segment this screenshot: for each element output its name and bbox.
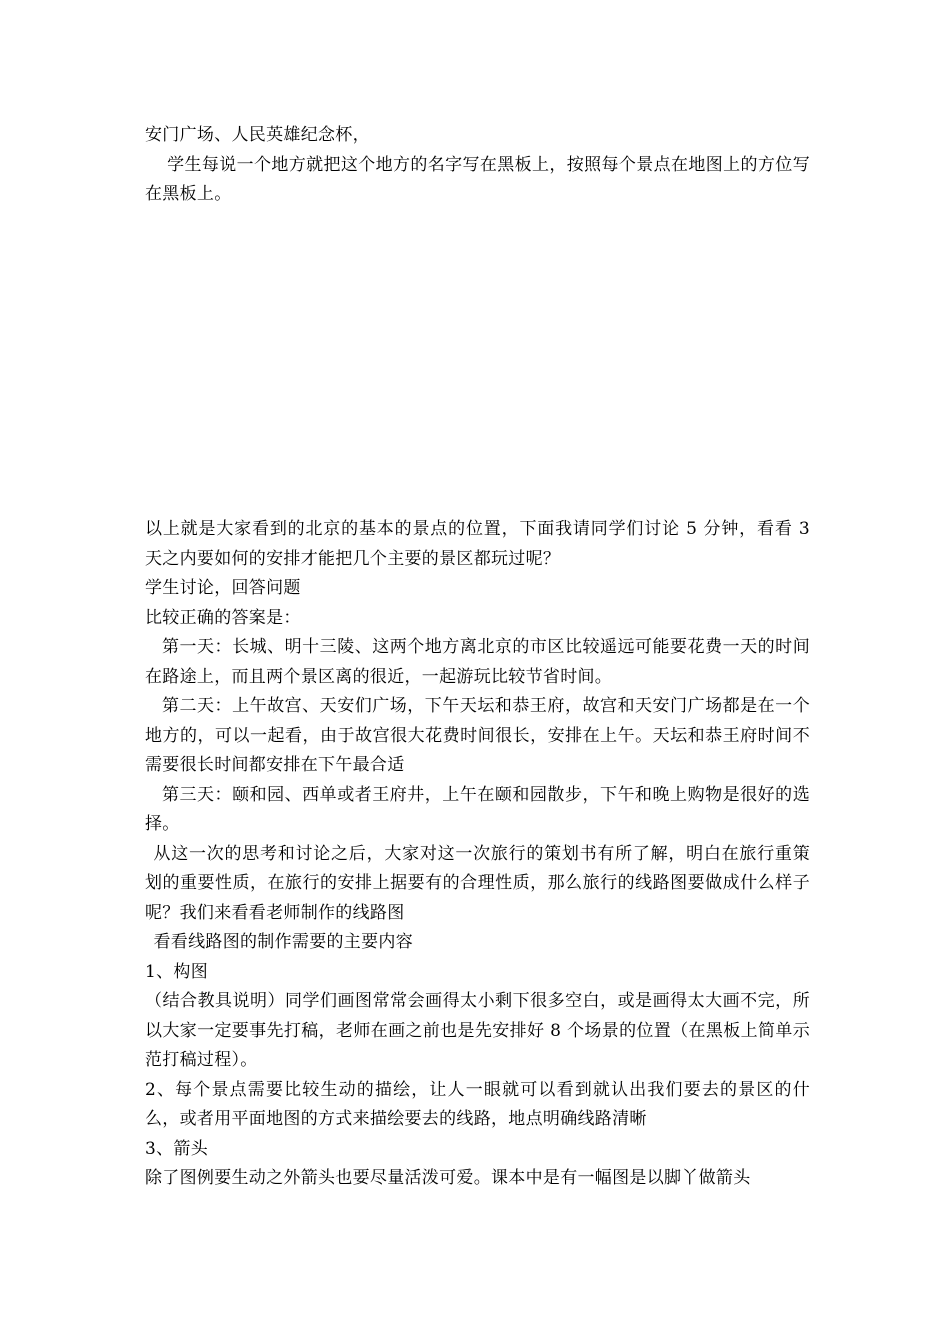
- paragraph-arrows-detail: 除了图例要生动之外箭头也要尽量活泼可爱。课本中是有一幅图是以脚丫做箭头: [145, 1168, 751, 1188]
- top-text-block: [145, 121, 810, 210]
- paragraph-day-three: 第三天：颐和园、西单或者王府井，上午在颐和园散步，下午和晚上购物是很好的选择。: [145, 784, 810, 834]
- paragraph-day-one: 第一天：长城、明十三陵、这两个地方离北京的市区比较遥远可能要花费一天的时间在路途上，而且两个景区离的很近，一起游玩比较节省时间。: [145, 637, 810, 687]
- heading-arrows: 3、箭头: [145, 1138, 209, 1159]
- paragraph-day-two: 第二天：上午故宫、天安们广场，下午天坛和恭王府，故宫和天安门广场都是在一个地方的，可以一起看，由于故宫很大花费时间很长，安排在上午。天坛和恭王府时间不需要很长时间都安排在下午最合适: [145, 696, 810, 775]
- paragraph-answer-intro: 比较正确的答案是：: [145, 607, 301, 628]
- heading-composition: 1、构图: [145, 961, 209, 982]
- main-text-block: [145, 515, 810, 1194]
- paragraph-route-map-contents: 看看线路图的制作需要的主要内容: [153, 932, 413, 952]
- paragraph-scenic-depiction: 2、每个景点需要比较生动的描绘，让人一眼就可以看到就认出我们要去的景区的什么，或者用平面地图的方式来描绘要去的线路，地点明确线路清晰: [145, 1079, 810, 1129]
- paragraph-reflection: 从这一次的思考和讨论之后，大家对这一次旅行的策划书有所了解，明白在旅行重策划的重要性质，在旅行的安排上据要有的合理性质，那么旅行的线路图要做成什么样子呢？我们来看看老师制作的线路图: [145, 843, 810, 923]
- paragraph-student-activity: 学生每说一个地方就把这个地方的名字写在黑板上，按照每个景点在地图上的方位写在黑板上。: [145, 154, 810, 204]
- paragraph-student-discussion: 学生讨论，回答问题: [145, 578, 301, 598]
- paragraph-continuation: 安门广场、人民英雄纪念杯，: [145, 125, 370, 145]
- paragraph-discussion-prompt: 以上就是大家看到的北京的基本的景点的位置，下面我请同学们讨论 5 分钟，看看 3 天之内要如何的安排才能把几个主要的景区都玩过呢？: [145, 519, 810, 569]
- paragraph-composition-detail: （结合教具说明）同学们画图常常会画得太小剩下很多空白，或是画得太大画不完，所以大家一定要事先打稿，老师在画之前也是先安排好 8 个场景的位置（在黑板上简单示范打稿过程）。: [145, 991, 810, 1070]
